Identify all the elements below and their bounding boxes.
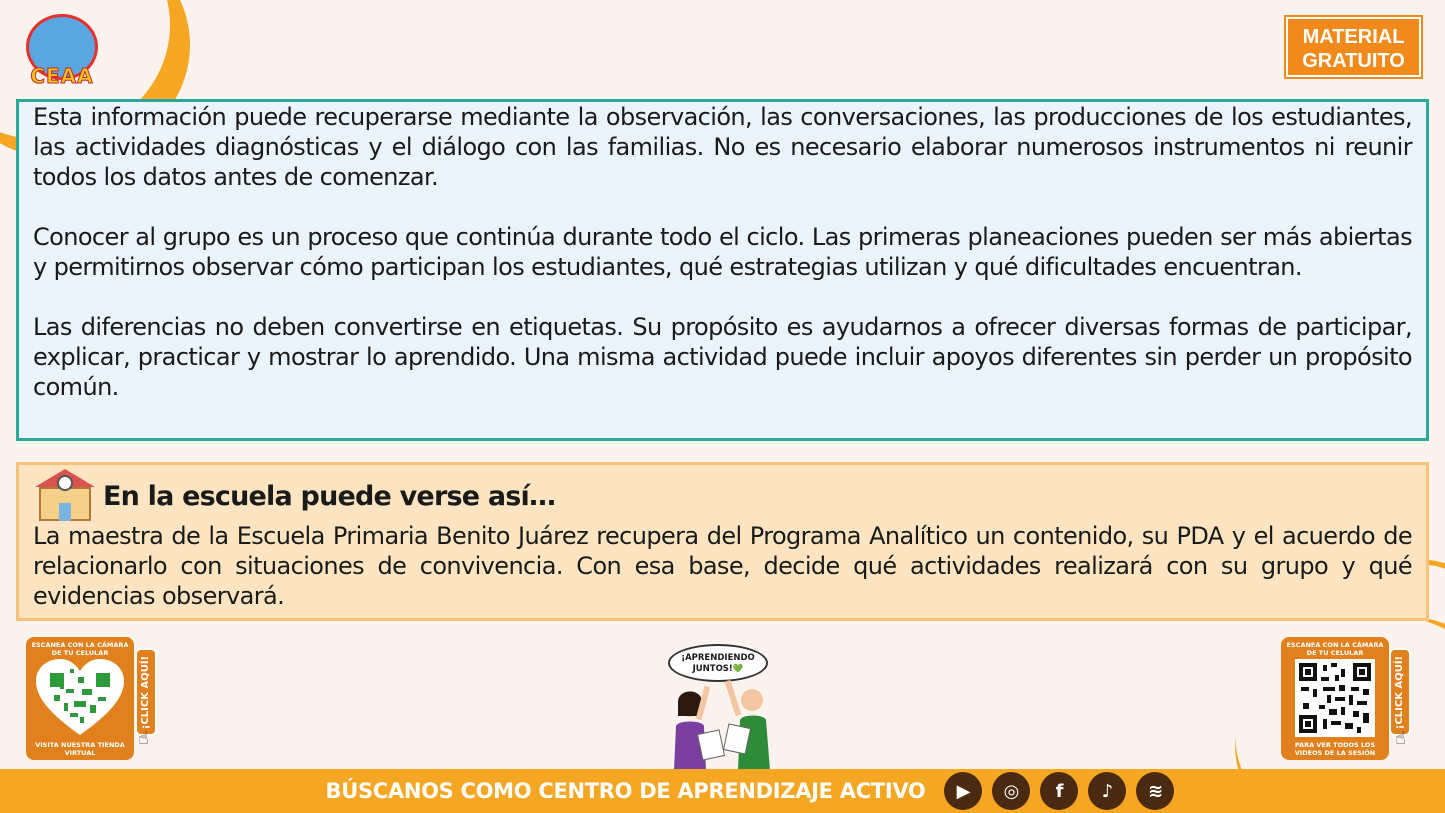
qr-right-top-text: ESCANEA CON LA CÁMARA DE TU CELULAR [1286, 641, 1384, 657]
teachers-figure [660, 676, 790, 770]
footer-bar [0, 769, 1445, 813]
school-title: En la escuela puede verse así… [103, 480, 556, 512]
material-gratuito-badge [1286, 17, 1421, 77]
school-header [33, 465, 1412, 527]
click-here-tab-left[interactable]: ¡CLICK AQUÍ! [135, 648, 157, 736]
qr-heart-code[interactable] [36, 659, 124, 737]
videos-qr-card[interactable] [1281, 637, 1389, 760]
qr-square-code[interactable] [1295, 659, 1375, 737]
qr-left-top-text: ESCANEA CON LA CÁMARA DE TU CELULAR [31, 641, 129, 657]
store-qr-card[interactable] [26, 637, 134, 760]
qr-left-bottom-text: VISITA NUESTRA TIENDA VIRTUAL [35, 741, 125, 757]
info-box [16, 99, 1429, 441]
school-icon [35, 469, 95, 523]
ceaa-logo [18, 12, 106, 92]
spotify-icon[interactable]: ≋ [1136, 772, 1174, 810]
youtube-icon[interactable]: ▶ [944, 772, 982, 810]
info-paragraph-3: Las diferencias no deben convertirse en etiquetas. Su propósito es ayudarnos a ofrecer diversas formas de participar, explicar, practicar y mostrar lo aprendido. Una misma actividad puede incluir apoyos diferentes sin perder un propósito común. [33, 313, 1412, 401]
badge-line1: MATERIAL [1302, 26, 1405, 48]
qr-pattern [1299, 663, 1371, 733]
teachers-illustration [660, 640, 790, 770]
footer-text: BÚSCANOS COMO CENTRO DE APRENDIZAJE ACTIVO [325, 779, 926, 803]
facebook-icon[interactable]: f [1040, 772, 1078, 810]
info-paragraph-1: Esta información puede recuperarse mediante la observación, las conversaciones, las producciones de los estudiantes, las actividades diagnósticas y el diálogo con las familias. No es necesario elaborar numerosos instrumentos ni reunir todos los datos antes de comenzar. [33, 103, 1412, 191]
school-text: La maestra de la Escuela Primaria Benito Juárez recupera del Programa Analítico un contenido, su PDA y el acuerdo de relacionarlo con situaciones de convivencia. Con esa base, decide qué actividades realizará con su grupo y qué evidencias observará. [33, 522, 1412, 610]
info-paragraph-2: Conocer al grupo es un proceso que continúa durante todo el ciclo. Las primeras planeaciones pueden ser más abiertas y permitirnos observar cómo participan los estudiantes, qué estrategias utilizan y qué dificultades encuentran. [33, 223, 1412, 281]
pointing-hand-icon: ☝ [1395, 728, 1406, 749]
badge-line2: GRATUITO [1302, 50, 1405, 72]
logo-text: CEAA [30, 64, 94, 88]
pointing-hand-icon: ☝ [138, 728, 149, 749]
tiktok-icon[interactable]: ♪ [1088, 772, 1126, 810]
click-here-tab-right[interactable]: ¡CLICK AQUÍ! [1389, 648, 1411, 736]
qr-right-bottom-text: PARA VER TODOS LOS VIDEOS DE LA SESIÓN [1294, 741, 1376, 757]
instagram-icon[interactable]: ◎ [992, 772, 1030, 810]
speech-bubble: ¡APRENDIENDO JUNTOS!💚 [668, 644, 768, 682]
school-example-box [16, 462, 1429, 621]
